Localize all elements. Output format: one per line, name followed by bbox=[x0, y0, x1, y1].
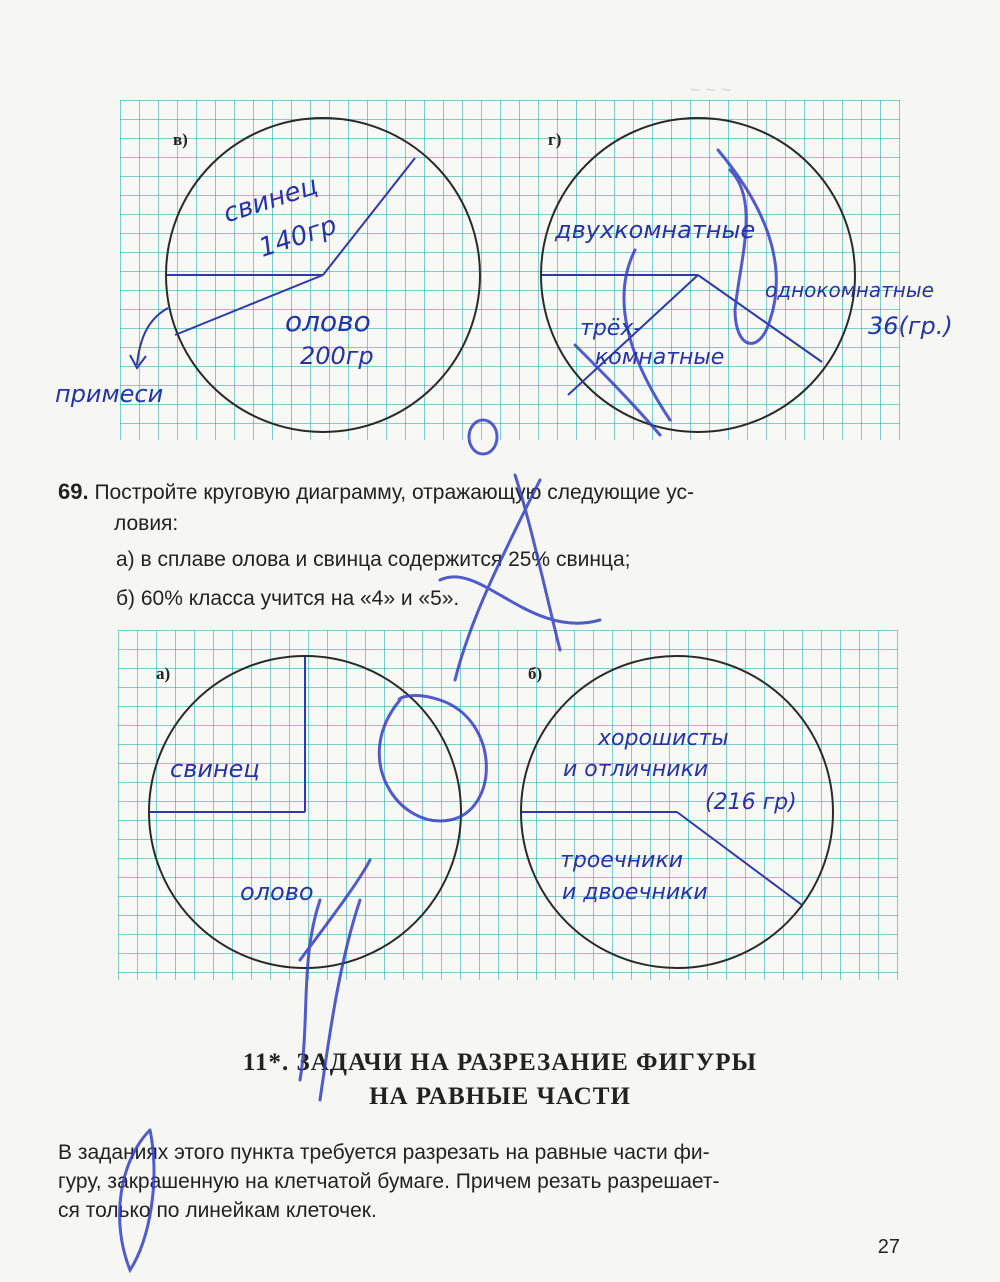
note-g-komnatnye: комнатные bbox=[595, 345, 725, 370]
section-title-line1: 11*. ЗАДАЧИ НА РАЗРЕЗАНИЕ ФИГУРЫ bbox=[242, 1049, 758, 1076]
panel-v-label: в) bbox=[173, 130, 188, 149]
note-v-svinets: свинец bbox=[219, 170, 322, 230]
section-paragraph-line2: гуру, закрашенную на клетчатой бумаге. Причем резать разрешает- bbox=[58, 1170, 720, 1193]
note-v-140gr: 140гр bbox=[255, 210, 341, 264]
panel-a-label: а) bbox=[156, 664, 171, 683]
panel-b-label: б) bbox=[528, 664, 543, 683]
note-b-khoroshisty: хорошисты bbox=[598, 726, 729, 751]
note-g-trekh: трёх- bbox=[580, 316, 642, 341]
note-b-216gr: (216 гр) bbox=[705, 790, 797, 815]
panel-g-label: г) bbox=[548, 130, 562, 149]
section-paragraph-line1: В заданиях этого пункта требуется разрезать на равные части фи- bbox=[58, 1141, 710, 1164]
note-v-200gr: 200гр bbox=[300, 342, 374, 370]
note-v-olovo: олово bbox=[285, 305, 371, 338]
note-b-troechniki: троечники bbox=[560, 848, 684, 873]
note-b-dvoechniki: и двоечники bbox=[562, 880, 708, 905]
task-69-item-a: а) в сплаве олова и свинца содержится 25% свинца; bbox=[116, 548, 631, 571]
note-a-svinets: свинец bbox=[170, 755, 260, 783]
pie-a-sector-lines bbox=[150, 657, 305, 812]
note-g-dvukhkomnatnye: двухкомнатные bbox=[555, 216, 756, 244]
task-69-line2: ловия: bbox=[114, 512, 179, 535]
note-g-odnokomnatnye: однокомнатные bbox=[765, 278, 934, 302]
bleed-through-text: ~ ~ ~ bbox=[690, 80, 732, 100]
note-a-olovo: олово bbox=[240, 878, 314, 906]
page-number: 27 bbox=[877, 1236, 900, 1258]
task-69-line1: Постройте круговую диаграмму, отражающую следующие ус- bbox=[94, 481, 694, 504]
section-title-line2: НА РАВНЫЕ ЧАСТИ bbox=[369, 1083, 631, 1110]
note-v-primesi: примеси bbox=[55, 380, 164, 408]
task-69-item-b: б) 60% класса учится на «4» и «5». bbox=[116, 587, 460, 610]
note-b-otlichniki: и отличники bbox=[563, 757, 709, 782]
task-69-number: 69. bbox=[58, 479, 89, 504]
note-g-36gr: 36(гр.) bbox=[868, 312, 953, 340]
section-paragraph-line3: ся только по линейкам клеточек. bbox=[58, 1199, 377, 1222]
